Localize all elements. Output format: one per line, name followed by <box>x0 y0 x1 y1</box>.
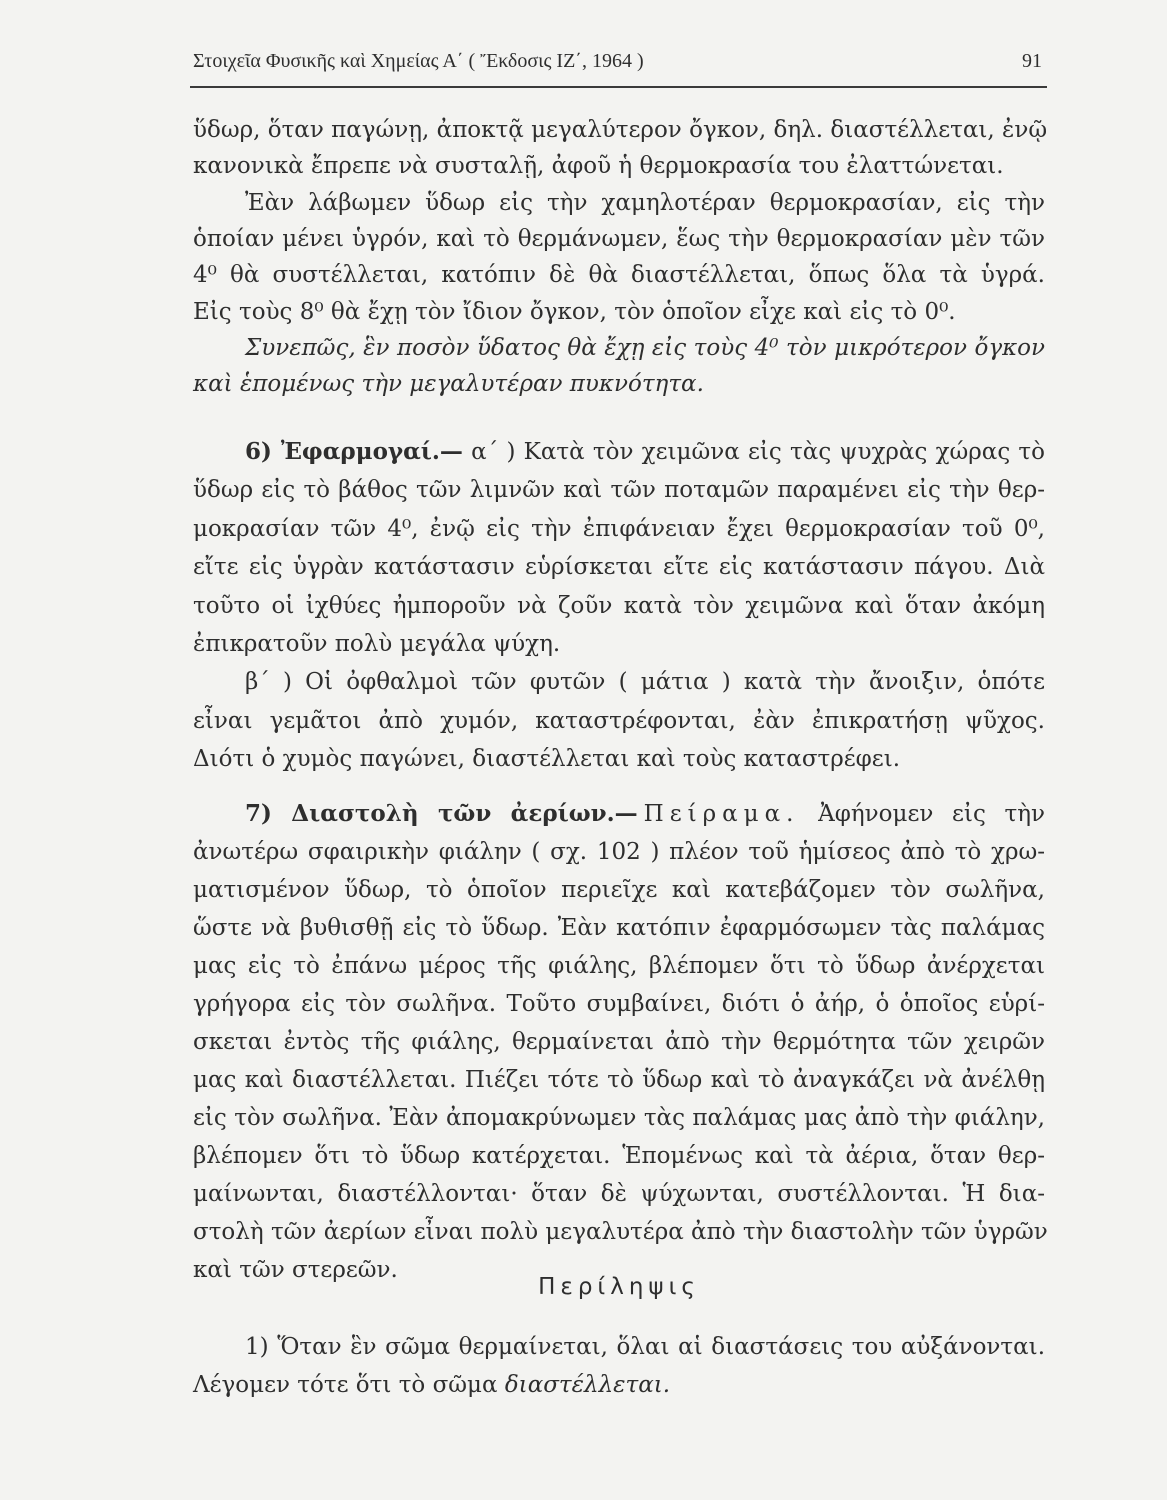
line-text: μας εἰς τὸ ἐπάνω μέρος τῆς φιάλης, βλέπομεν ὅτι τὸ ὕδωρ ἀνέρχεται <box>193 953 1045 979</box>
line-text: 4⁰ θὰ συστέλλεται, κατόπιν δὲ θὰ διαστέλλεται, ὅπως ὅλα τὰ ὑγρά. <box>193 262 1045 289</box>
text-line <box>193 260 1045 290</box>
text-line <box>193 1103 1045 1133</box>
text-line <box>193 369 1045 399</box>
line-text: ἐπικρατοῦν πολὺ μεγάλα ψύχη. <box>193 631 561 657</box>
paragraph-heading: 7) Διαστολὴ τῶν ἀερίων.— <box>245 800 638 827</box>
line-text: ὕδωρ, ὅταν παγώνῃ, ἀποκτᾷ μεγαλύτερον ὄγκον, δηλ. διαστέλλεται, ἐνῷ <box>193 117 1048 143</box>
line-text: κανονικὰ ἔπρεπε νὰ συσταλῇ, ἀφοῦ ἡ θερμοκρασία του ἐλαττώνεται. <box>193 153 1004 180</box>
text-line <box>193 706 1045 736</box>
line-text: μαίνωνται, διαστέλλονται· ὅταν δὲ ψύχωνται, συστέλλονται. Ἡ δια- <box>193 1181 1045 1207</box>
text-line <box>193 1065 1045 1095</box>
text-line <box>193 875 1045 905</box>
line-text: ὕδωρ εἰς τὸ βάθος τῶν λιμνῶν καὶ τῶν ποταμῶν παραμένει εἰς τὴν θερ- <box>193 477 1045 504</box>
text-line <box>193 224 1045 254</box>
line-text: Ἀφήνομεν εἰς τὴν <box>799 801 1046 827</box>
line-text: εἴτε εἰς ὑγρὰν κατάστασιν εὑρίσκεται εἴτε εἰς κατάστασιν πάγου. Διὰ <box>193 554 1045 581</box>
text-line <box>245 667 1045 697</box>
text-line <box>245 188 1045 218</box>
line-text: σκεται ἐντὸς τῆς φιάλης, θερμαίνεται ἀπὸ τὴν θερμότητα τῶν χειρῶν <box>193 1029 1045 1055</box>
text-line <box>193 475 1045 505</box>
line-text: γρήγορα εἰς τὸν σωλῆνα. Τοῦτο συμβαίνει, διότι ὁ ἀήρ, ὁ ὁποῖος εὑρί- <box>193 991 1045 1017</box>
line-text: ἀνωτέρω σφαιρικὴν φιάλην ( σχ. 102 ) πλέον τοῦ ἡμίσεος ἀπὸ τὸ χρω- <box>193 839 1045 865</box>
text-line <box>245 333 1045 363</box>
text-line <box>193 1027 1045 1057</box>
text-line <box>193 989 1045 1019</box>
line-text: μας καὶ διαστέλλεται. Πιέζει τότε τὸ ὕδωρ καὶ τὸ ἀναγκάζει νὰ ἀνέλθῃ <box>193 1067 1045 1093</box>
text-line <box>193 837 1045 867</box>
text-line <box>193 297 1045 327</box>
line-text: καὶ ἑπομένως τὴν μεγαλυτέραν πυκνότητα. <box>193 371 704 398</box>
text-line <box>245 799 1045 829</box>
line-text: Διότι ὁ χυμὸς παγώνει, διαστέλλεται καὶ τοὺς καταστρέφει. <box>193 746 901 773</box>
text-line <box>193 951 1045 981</box>
line-text: Συνεπῶς, ἓν ποσὸν ὕδατος θὰ ἔχῃ εἰς τοὺς 4⁰ τὸν μικρότερον ὄγκον <box>245 334 1045 361</box>
text-line <box>193 913 1045 943</box>
line-text: μοκρασίαν τῶν 4⁰, ἐνῷ εἰς τὴν ἐπιφάνειαν ἔχει θερμοκρασίαν τοῦ 0⁰, <box>193 515 1045 542</box>
line-text: εἶναι γεμᾶτοι ἀπὸ χυμόν, καταστρέφονται, ἐὰν ἐπικρατήσῃ ψῦχος. <box>193 707 1045 734</box>
line-text: ὥστε νὰ βυθισθῇ εἰς τὸ ὕδωρ. Ἐὰν κατόπιν ἐφαρμόσωμεν τὰς παλάμας <box>193 915 1045 941</box>
line-text: 1) Ὅταν ἓν σῶμα θερμαίνεται, ὅλαι αἱ διαστάσεις του αὐξάνονται. <box>245 1334 1045 1360</box>
text-line <box>193 115 1048 145</box>
line-text: Εἰς τοὺς 8⁰ θὰ ἔχῃ τὸν ἴδιον ὄγκον, τὸν ὁποῖον εἶχε καὶ εἰς τὸ 0⁰. <box>193 298 956 325</box>
text-line <box>193 629 1045 659</box>
text-line <box>193 1141 1045 1171</box>
running-header-title: Στοιχεῖα Φυσικῆς καὶ Χημείας Α΄ ( Ἔκδοσις ΙΖ΄, 1964 ) <box>193 50 644 72</box>
section-heading <box>193 1272 1045 1302</box>
line-text: διαστέλλεται. <box>504 1372 671 1398</box>
line-text: ματισμένον ὕδωρ, τὸ ὁποῖον περιεῖχε καὶ κατεβάζομεν τὸν σωλῆνα, <box>193 877 1045 903</box>
text-line <box>193 514 1045 544</box>
line-text: τοῦτο οἱ ἰχθύες ἠμποροῦν νὰ ζοῦν κατὰ τὸν χειμῶνα καὶ ὅταν ἀκόμη <box>193 592 1045 619</box>
line-text: βλέπομεν ὅτι τὸ ὕδωρ κατέρχεται. Ἑπομένως καὶ τὰ ἀέρια, ὅταν θερ- <box>193 1143 1045 1169</box>
line-text: α΄ ) Κατὰ τὸν χειμῶνα εἰς τὰς ψυχρὰς χώρας τὸ <box>462 439 1046 465</box>
line-text: Ἐὰν λάβωμεν ὕδωρ εἰς τὴν χαμηλοτέραν θερμοκρασίαν, εἰς τὴν <box>245 189 1045 216</box>
page-number: 91 <box>1022 50 1042 72</box>
text-line <box>193 552 1045 582</box>
text-line <box>193 591 1045 621</box>
line-text: ὁποίαν μένει ὑγρόν, καὶ τὸ θερμάνωμεν, ἕως τὴν θερμοκρασίαν μὲν τῶν <box>193 225 1045 252</box>
paragraph-heading: 6) Ἐφαρμογαί.— <box>245 438 463 465</box>
text-line <box>193 1217 1048 1247</box>
line-text: Περίληψις <box>538 1274 700 1300</box>
line-text: εἰς τὸν σωλῆνα. Ἐὰν ἀπομακρύνωμεν τὰς παλάμας μας ἀπὸ τὴν φιάλην, <box>193 1105 1045 1131</box>
line-text: Λέγομεν τότε ὅτι τὸ σῶμα <box>193 1372 505 1398</box>
text-line <box>245 1332 1045 1362</box>
text-line <box>193 1370 1045 1400</box>
line-text: β΄ ) Οἱ ὀφθαλμοὶ τῶν φυτῶν ( μάτια ) κατὰ τὴν ἄνοιξιν, ὁπότε <box>245 669 1045 696</box>
experiment-label: Πείραμα. <box>643 801 800 827</box>
line-text: καὶ τῶν στερεῶν. <box>193 1257 398 1283</box>
line-text: στολὴ τῶν ἀερίων εἶναι πολὺ μεγαλυτέρα ἀπὸ τὴν διαστολὴν τῶν ὑγρῶν <box>193 1219 1048 1245</box>
text-line <box>245 437 1045 467</box>
text-line <box>193 744 1045 774</box>
text-line <box>193 1179 1045 1209</box>
text-line <box>193 151 1045 181</box>
header-rule <box>190 86 1047 88</box>
